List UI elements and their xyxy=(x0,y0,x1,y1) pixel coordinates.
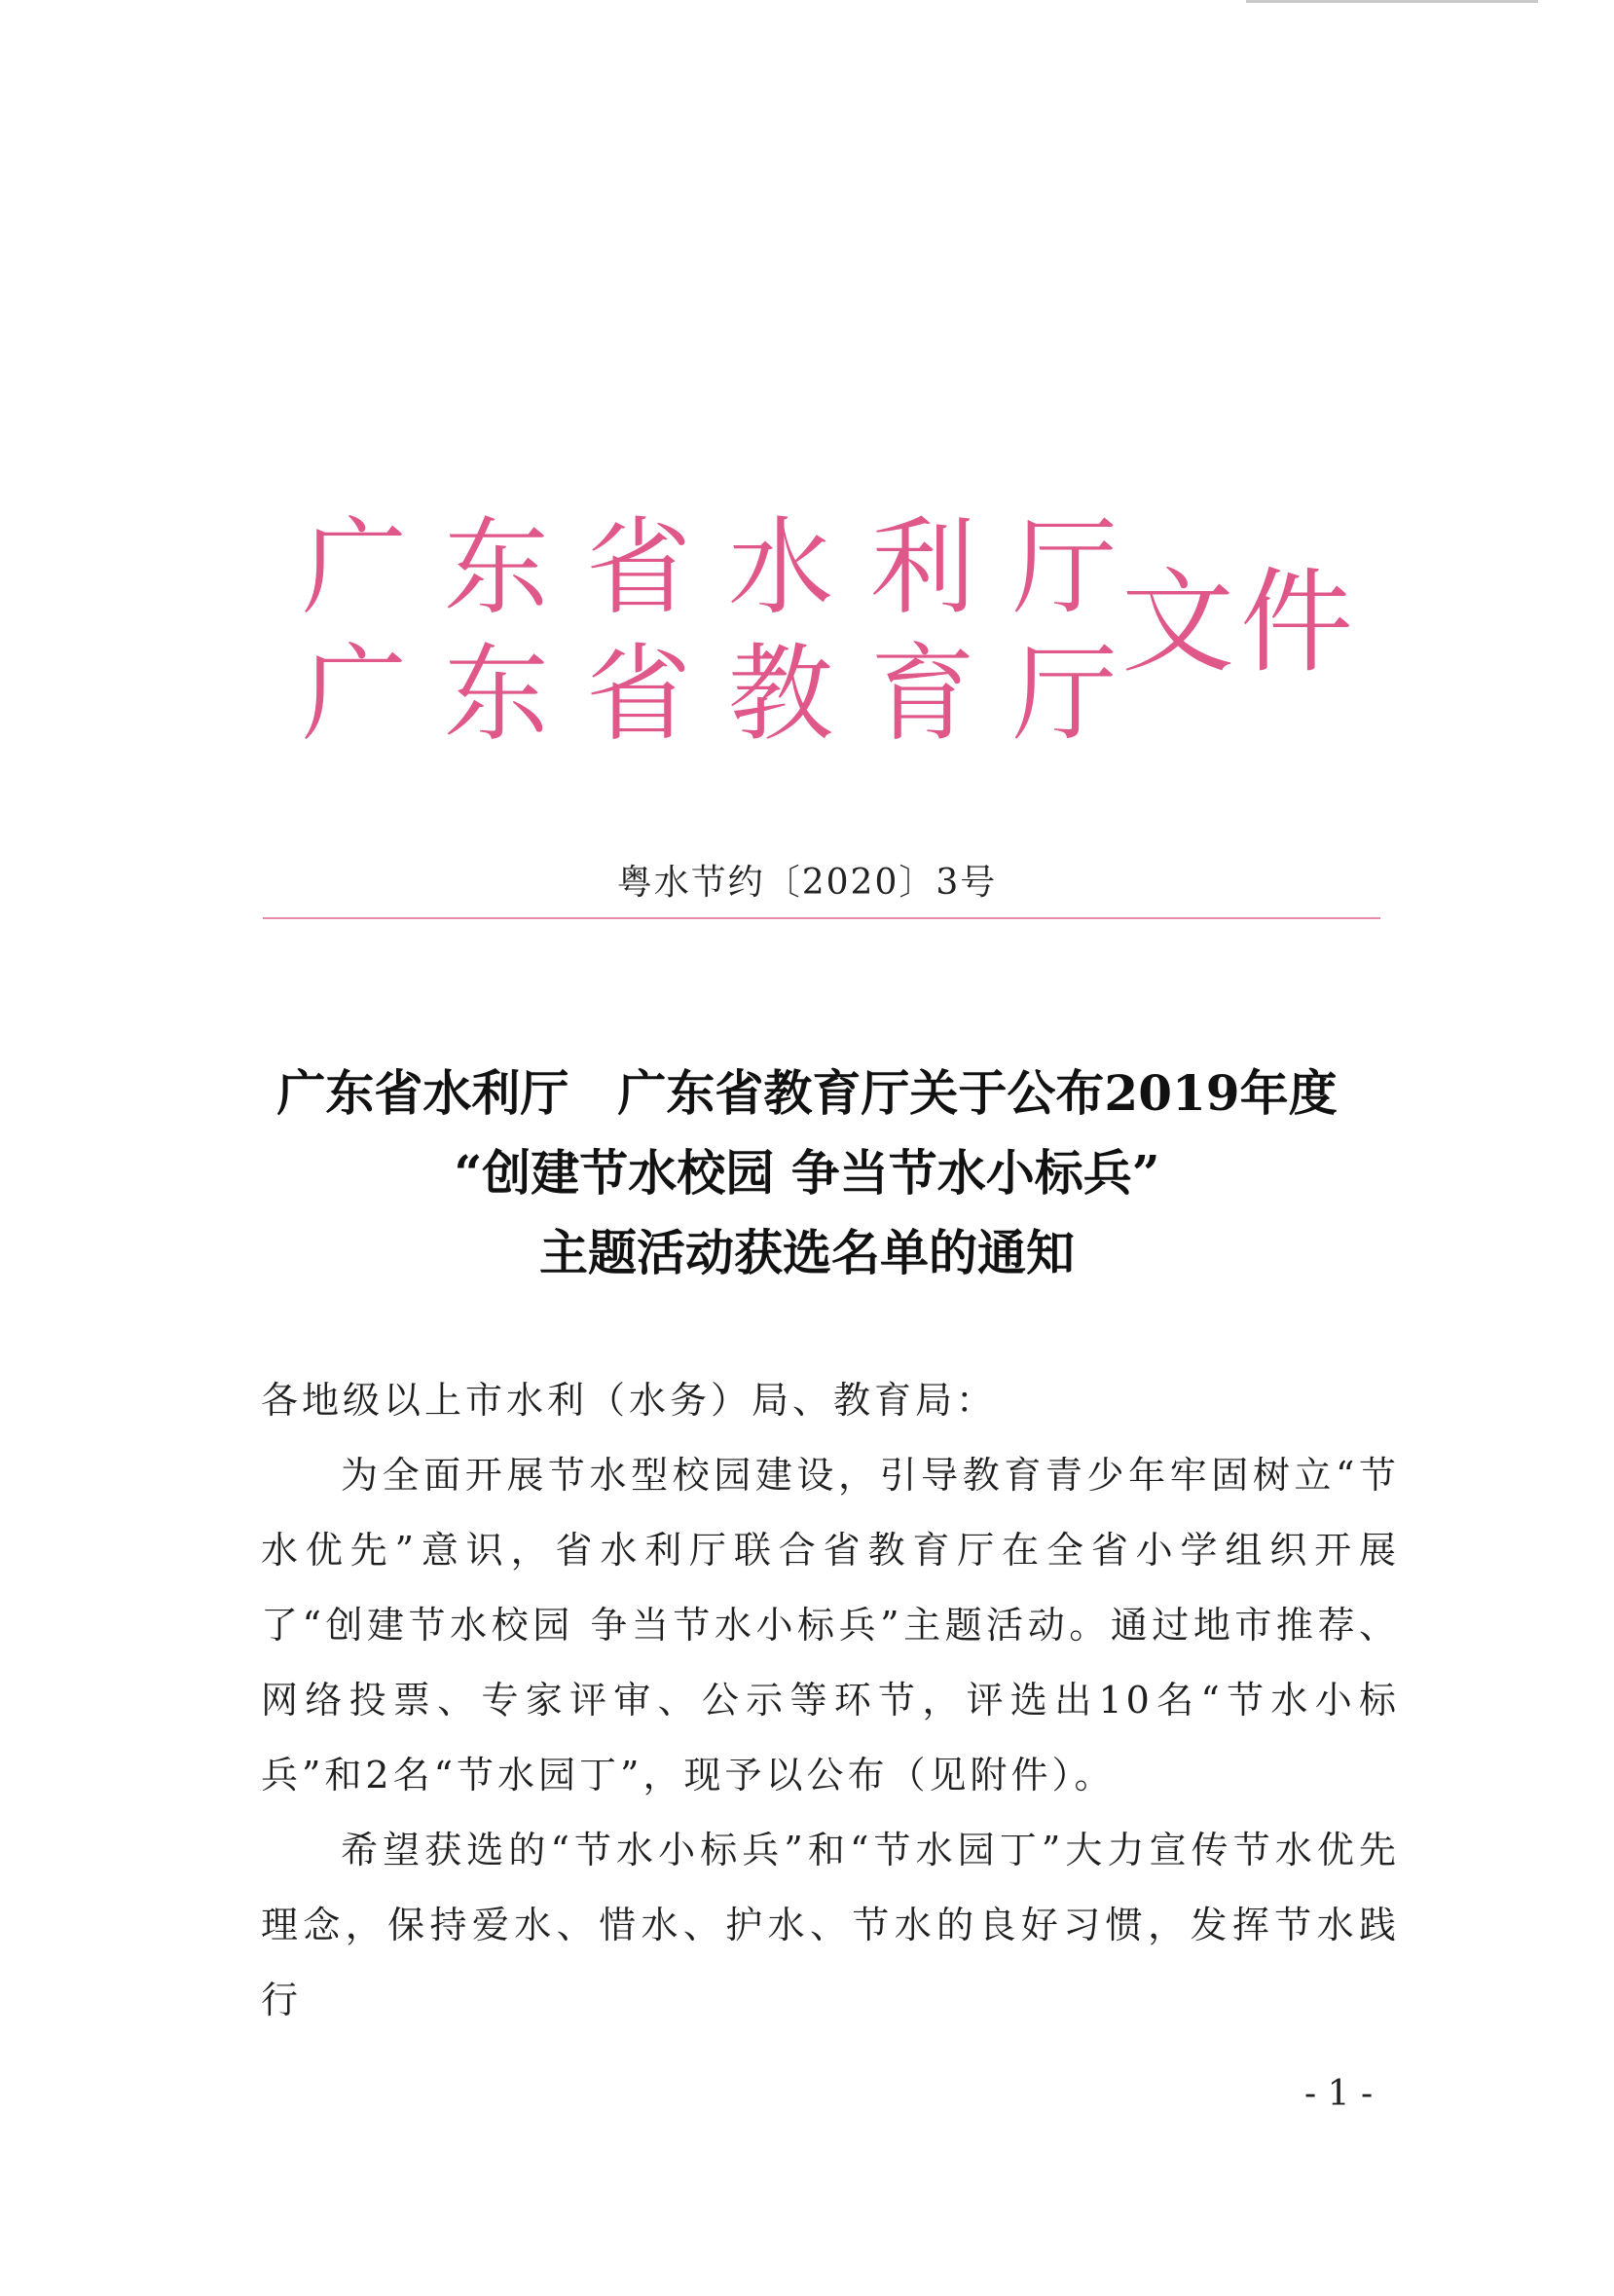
title-line-3: 主题活动获选名单的通知 xyxy=(539,1224,1075,1281)
title-line-2: “创建节水校园 争当节水小标兵” xyxy=(454,1144,1160,1202)
issuer-document-suffix: 文件 xyxy=(1121,557,1359,688)
issuer-education: 广东省教育厅 xyxy=(302,634,1155,756)
page-number: - 1 - xyxy=(1304,2074,1374,2114)
title-line-1: 广东省水利厅 广东省教育厅关于公布2019年度 xyxy=(276,1064,1338,1122)
issuer-header xyxy=(302,506,1373,759)
red-divider xyxy=(263,917,1380,919)
document-number: 粤水节约〔2020〕3号 xyxy=(616,863,998,903)
scan-edge-rule xyxy=(1246,0,1538,3)
document-title xyxy=(0,1054,1614,1293)
document-body xyxy=(261,1363,1400,2038)
paragraph-2: 希望获选的“节水小标兵”和“节水园丁”大力宣传节水优先理念，保持爱水、惜水、护水、节水的良好习惯，发挥节水践行 xyxy=(261,1829,1400,2021)
paragraph-1: 为全面开展节水型校园建设，引导教育青少年牢固树立“节水优先”意识，省水利厅联合省教育厅在全省小学组织开展了“创建节水校园 争当节水小标兵”主题活动。通过地市推荐、网络投票、专家评审、公示等环节，评选出10名“节水小标兵”和2名“节水园丁”，现予以公布（见附件）。 xyxy=(261,1454,1400,1796)
issuer-water-resources: 广东省水利厅 xyxy=(302,507,1155,629)
salutation: 各地级以上市水利（水务）局、教育局： xyxy=(261,1379,998,1422)
